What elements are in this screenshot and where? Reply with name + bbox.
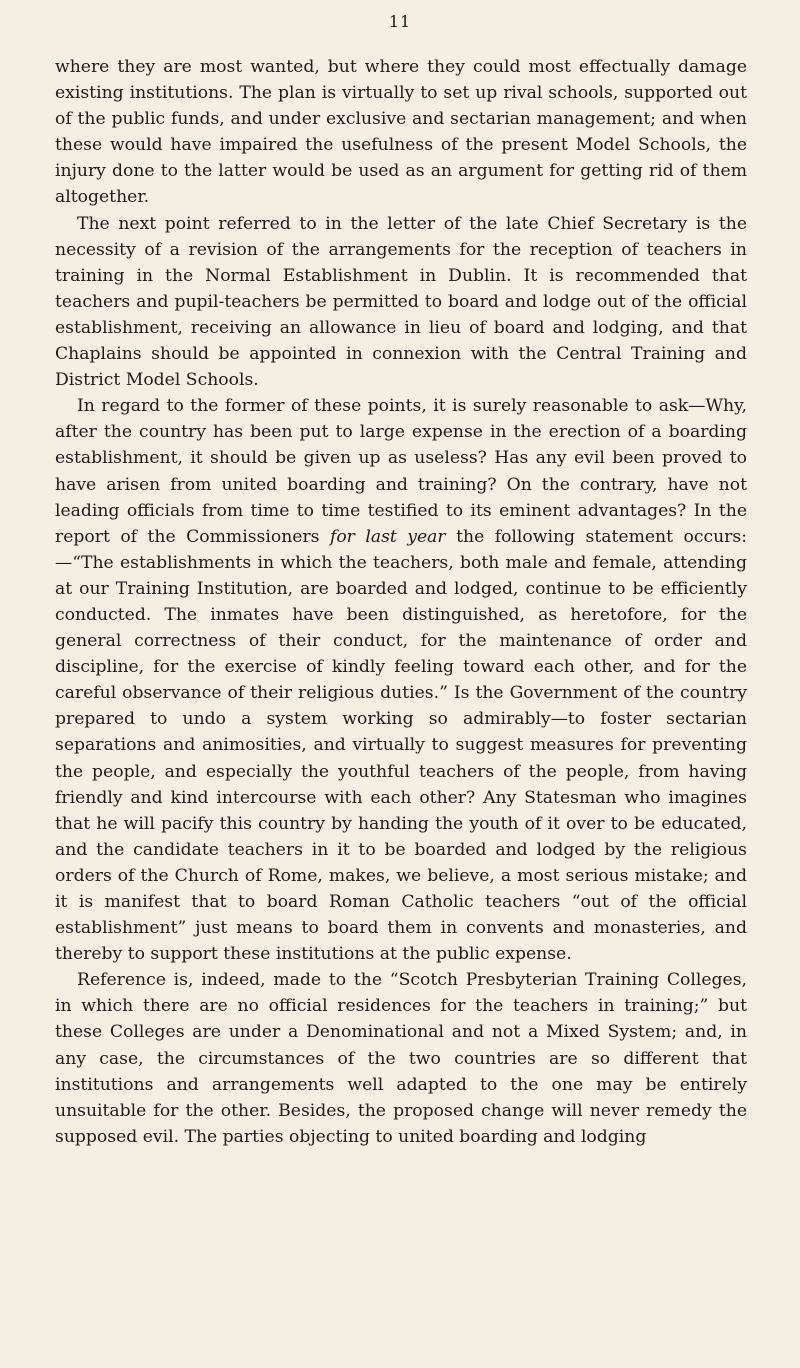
paragraph-3 [55,393,747,967]
paragraph-1: where they are most wanted, but where they could most effectually damage existing institutions. The plan is virtually to set up rival schools, supported out of the public funds, and under exclusive and sectarian management; and when these would have impaired the usefulness of the present Model Schools, the injury done to the latter would be used as an argument for getting rid of them altogether. [55,57,747,208]
paragraph-3-text-b: the following statement occurs:—“The establishments in which the teachers, both male and female, attending at our Training Institution, are boarded and lodged, continue to be efficiently conducted. The inmates have been distinguished, as heretofore, for the general correctness of their conduct, for the maintenance of order and discipline, for the exercise of kindly feeling toward each other, and for the careful observance of their religious duties.” Is the Government of the country prepared to undo a system working so admirably—to foster sectarian separations and animosities, and virtually to suggest measures for preventing the people, and especially the youthful teachers of the people, from having friendly and kind intercourse with each other? Any Statesman who imagines that he will pacify this country by handing the youth of it over to be educated, and the candidate teachers in it to be boarded and lodged by the religious orders of the Church of Rome, makes, we believe, a most serious mistake; and it is manifest that to board Roman Catholic teachers “out of the official establishment” just means to board them in convents and monasteries, and thereby to support these institutions at the public expense. [55,526,747,965]
paragraph-4: Reference is, indeed, made to the “Scotch Presbyterian Training Colleges, in which there are no official residences for the teachers in training;” but these Colleges are under a Denominational and not a Mixed System; and, in any case, the circumstances of the two countries are so different that institutions and arrangements well adapted to the one may be entirely unsuitable for the other. Besides, the proposed change will never remedy the supposed evil. The parties objecting to united boarding and lodging [55,970,747,1147]
paragraph-3-text-a: In regard to the former of these points, it is surely reasonable to ask—Why, after the country has been put to large expense in the erection of a boarding establishment, it should be given up as useless? Has any evil been proved to have arisen from united boarding and training? On the contrary, have not leading officials from time to time testified to its eminent advantages? In the report of the Commissioners [55,396,747,547]
paragraph-2: The next point referred to in the letter of the late Chief Secretary is the necessity of a revision of the arrangements for the reception of teachers in training in the Normal Establishment in Dublin. It is recommended that teachers and pupil-teachers be permitted to board and lodge out of the official establishment, receiving an allowance in lieu of board and lodging, and that Chaplains should be appointed in connexion with the Central Training and District Model Schools. [55,213,747,391]
paragraph-3-italic: for last year [329,526,446,547]
body-text [55,54,747,1150]
page-number: 11 [388,12,412,31]
